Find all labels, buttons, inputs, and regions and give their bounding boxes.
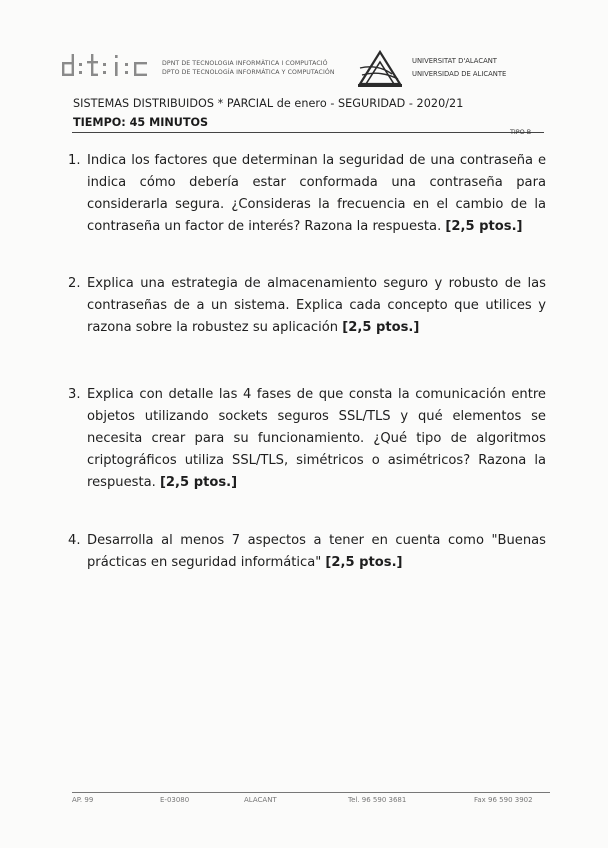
department-line-valencian: DPNT DE TECNOLOGIA INFORMÀTICA I COMPUTACIÓ xyxy=(162,60,328,67)
footer-city: ALACANT xyxy=(244,796,277,804)
department-name xyxy=(162,59,335,77)
department-line-spanish: DPTO DE TECNOLOGÍA INFORMÁTICA Y COMPUTACIÓN xyxy=(162,69,335,76)
question-4 xyxy=(68,530,546,574)
question-2 xyxy=(68,273,546,339)
question-text: Desarrolla al menos 7 aspectos a tener en cuenta como "Buenas prácticas en seguridad informática" xyxy=(87,533,546,570)
footer xyxy=(72,796,550,808)
university-name xyxy=(412,55,506,81)
course-title: SISTEMAS DISTRIBUIDOS * PARCIAL de enero - SEGURIDAD - 2020/21 xyxy=(73,97,464,110)
footer-po-box: AP. 99 xyxy=(72,796,94,804)
question-points: [2,5 ptos.] xyxy=(159,475,238,490)
dtic-logo xyxy=(62,54,150,80)
question-1 xyxy=(68,150,546,238)
university-name-valencian: UNIVERSITAT D'ALACANT xyxy=(412,57,497,65)
time-limit: TIEMPO: 45 MINUTOS xyxy=(73,116,209,129)
question-number: 3. xyxy=(68,387,81,402)
question-number: 2. xyxy=(68,276,81,291)
university-name-spanish: UNIVERSIDAD DE ALICANTE xyxy=(412,70,507,78)
question-text: Explica con detalle las 4 fases de que consta la comunicación entre objetos utilizando sockets seguros SSL/TLS y qué elementos se necesita crear para su funcionamiento. ¿Qué tipo de algoritmos criptográficos utiliza SSL/TLS, simétricos o asimétricos? Razona la respuesta. xyxy=(87,387,546,490)
question-3 xyxy=(68,384,546,494)
question-points: [2,5 ptos.] xyxy=(325,555,403,570)
exam-type-label: TIPO B xyxy=(510,128,532,136)
footer-phone: Tel. 96 590 3681 xyxy=(348,796,407,804)
question-text: Explica una estrategia de almacenamiento seguro y robusto de las contraseñas de a un sistema. Explica cada concepto que utilices y razona sobre la robustez su aplicación xyxy=(87,276,546,335)
question-number: 4. xyxy=(68,533,81,548)
university-logo xyxy=(358,48,402,88)
footer-divider xyxy=(72,792,550,793)
question-text: Indica los factores que determinan la seguridad de una contraseña e indica cómo debería estar conformada una contraseña para considerarla segura. ¿Consideras la frecuencia en el cambio de la contraseña un factor de interés? Razona la respuesta. xyxy=(87,153,546,234)
question-points: [2,5 ptos.] xyxy=(445,219,523,234)
question-number: 1. xyxy=(68,153,81,168)
footer-fax: Fax 96 590 3902 xyxy=(474,796,533,804)
header-divider xyxy=(72,132,544,133)
footer-postal-code: E-03080 xyxy=(160,796,190,804)
question-points: [2,5 ptos.] xyxy=(342,320,420,335)
